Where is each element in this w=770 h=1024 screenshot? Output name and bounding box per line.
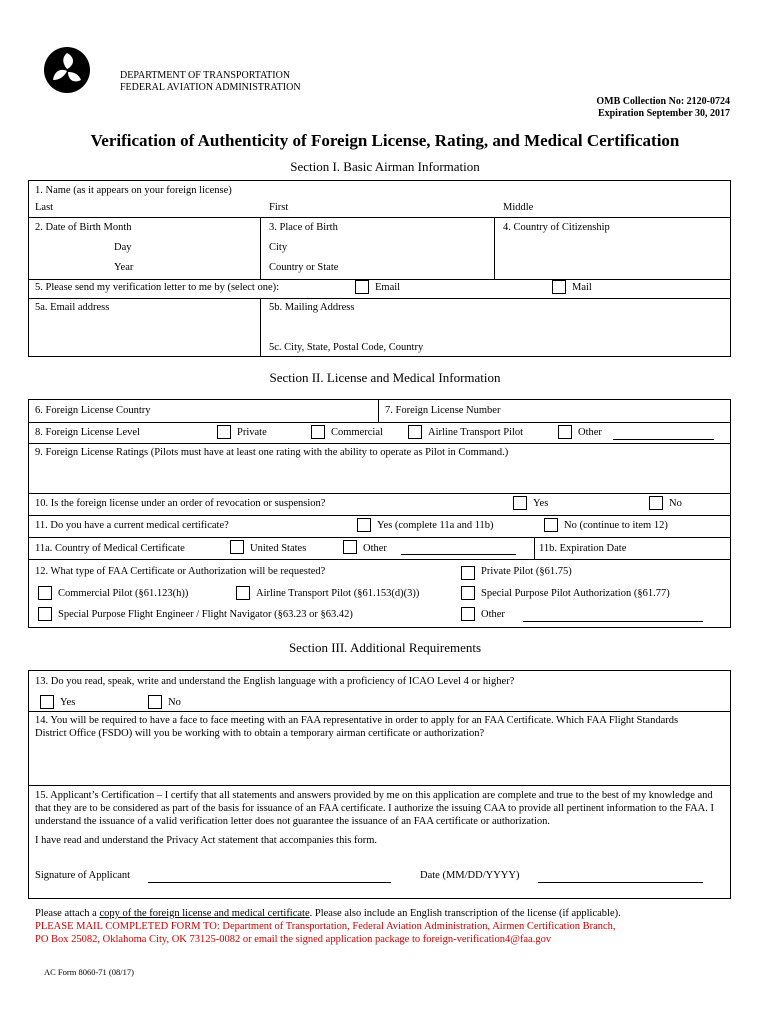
q10-label: 10. Is the foreign license under an order of revocation or suspension? [35, 498, 326, 509]
flight-engineer-checkbox[interactable] [38, 607, 52, 621]
q5-label: 5. Please send my verification letter to me by (select one): [35, 282, 280, 293]
mail-option-label: Mail [572, 282, 592, 293]
dot-logo-icon [44, 47, 90, 93]
medical-other-label: Other [363, 543, 387, 554]
q12-label: 12. What type of FAA Certificate or Authorization will be requested? [35, 566, 326, 577]
foreign-license-country-field[interactable]: 6. Foreign License Country [35, 405, 151, 416]
q11a-label: 11a. Country of Medical Certificate [35, 543, 185, 554]
medical-yes-label: Yes (complete 11a and 11b) [377, 520, 494, 531]
dob-day-field[interactable]: Day [114, 242, 132, 253]
us-checkbox[interactable] [230, 540, 244, 554]
place-of-birth-label: 3. Place of Birth [269, 222, 338, 233]
section-3-heading: Section III. Additional Requirements [288, 640, 482, 655]
commercial-pilot-label: Commercial Pilot (§61.123(h)) [58, 588, 189, 599]
citizenship-field[interactable]: 4. Country of Citizenship [503, 222, 610, 233]
date-input[interactable] [538, 882, 703, 883]
commercial-pilot-checkbox[interactable] [38, 586, 52, 600]
birth-city-field[interactable]: City [269, 242, 288, 253]
form-id: AC Form 8060-71 (08/17) [44, 967, 134, 977]
signature-label: Signature of Applicant [35, 870, 131, 881]
section-3-box [28, 670, 731, 899]
commercial-label: Commercial [331, 427, 383, 438]
other-cert-input[interactable] [523, 621, 703, 622]
english-yes-label: Yes [60, 697, 76, 708]
email-address-field[interactable]: 5a. Email address [35, 302, 110, 313]
english-no-label: No [168, 697, 181, 708]
private-label: Private [237, 427, 267, 438]
date-label: Date (MM/DD/YYYY) [420, 870, 520, 881]
section-1-box [28, 180, 731, 357]
expiration-date-field[interactable]: 11b. Expiration Date [539, 543, 627, 554]
section-2-box [28, 399, 731, 628]
q13-label: 13. Do you read, speak, write and understand the English language with a proficiency of ICAO Level 4 or higher? [35, 676, 515, 687]
section-2-heading: Section II. License and Medical Information [269, 370, 501, 385]
section-1-heading: Section I. Basic Airman Information [290, 159, 480, 174]
medical-other-input[interactable] [401, 554, 516, 555]
revocation-no-label: No [669, 498, 682, 509]
atp-checkbox[interactable] [408, 425, 422, 439]
revocation-no-checkbox[interactable] [649, 496, 663, 510]
q8-label: 8. Foreign License Level [35, 427, 140, 438]
other-cert-checkbox[interactable] [461, 607, 475, 621]
fsdo-field[interactable]: 14. You will be required to have a face to face meeting with an FAA representative in order to apply for an FAA Certificate. Which FAA Flight Standards District Office (FSDO) will you be working with to obtain a temporary airman certificate or authorization? [35, 715, 679, 739]
medical-yes-checkbox[interactable] [357, 518, 371, 532]
atp-cert-label: Airline Transport Pilot (§61.153(d)(3)) [256, 588, 420, 599]
other-level-checkbox[interactable] [558, 425, 572, 439]
omb-info: OMB Collection No: 2120-0724 Expiration September 30, 2017 [596, 96, 730, 119]
atp-cert-checkbox[interactable] [236, 586, 250, 600]
us-label: United States [250, 543, 307, 554]
private-checkbox[interactable] [217, 425, 231, 439]
q11-label: 11. Do you have a current medical certificate? [35, 520, 229, 531]
special-purpose-pilot-label: Special Purpose Pilot Authorization (§61.77) [481, 588, 670, 599]
revocation-yes-checkbox[interactable] [513, 496, 527, 510]
dob-year-field[interactable]: Year [114, 262, 134, 273]
middle-name-field[interactable]: Middle [503, 202, 534, 213]
city-state-postal-field[interactable]: 5c. City, State, Postal Code, Country [269, 342, 424, 353]
ratings-field[interactable]: 9. Foreign License Ratings (Pilots must have at least one rating with the ability to operate as Pilot in Command.) [35, 447, 509, 458]
other-level-input[interactable] [613, 439, 714, 440]
attach-copy-link: copy of the foreign license and medical certificate [99, 908, 310, 919]
foreign-license-number-field[interactable]: 7. Foreign License Number [385, 405, 501, 416]
attach-instruction: Please attach a copy of the foreign license and medical certificate. Please also include an English transcription of the license (if applicable). [35, 908, 621, 919]
department-name: DEPARTMENT OF TRANSPORTATION FEDERAL AVIATION ADMINISTRATION [120, 70, 301, 93]
signature-input[interactable] [148, 882, 391, 883]
other-cert-label: Other [481, 609, 505, 620]
commercial-checkbox[interactable] [311, 425, 325, 439]
english-no-checkbox[interactable] [148, 695, 162, 709]
last-name-field[interactable]: Last [35, 202, 54, 213]
mail-checkbox[interactable] [552, 280, 566, 294]
private-pilot-label: Private Pilot (§61.75) [481, 566, 572, 577]
privacy-statement: I have read and understand the Privacy Act statement that accompanies this form. [35, 835, 378, 846]
mailing-address-field[interactable]: 5b. Mailing Address [269, 302, 355, 313]
flight-engineer-label: Special Purpose Flight Engineer / Flight Navigator (§63.23 or §63.42) [58, 609, 353, 620]
birth-country-field[interactable]: Country or State [269, 262, 339, 273]
private-pilot-checkbox[interactable] [461, 566, 475, 580]
mail-instruction-line1: PLEASE MAIL COMPLETED FORM TO: Department of Transportation, Federal Aviation Administration, Airmen Certification Branch, [35, 921, 616, 932]
email-checkbox[interactable] [355, 280, 369, 294]
mail-instruction-line2: PO Box 25082, Oklahoma City, OK 73125-0082 or email the signed application package to foreign-verification4@faa.gov [35, 934, 552, 945]
form-title: Verification of Authenticity of Foreign License, Rating, and Medical Certification [90, 131, 680, 150]
email-option-label: Email [375, 282, 401, 293]
special-purpose-pilot-checkbox[interactable] [461, 586, 475, 600]
english-yes-checkbox[interactable] [40, 695, 54, 709]
medical-no-checkbox[interactable] [544, 518, 558, 532]
other-level-label: Other [578, 427, 602, 438]
atp-label: Airline Transport Pilot [428, 427, 524, 438]
first-name-field[interactable]: First [269, 202, 289, 213]
medical-other-checkbox[interactable] [343, 540, 357, 554]
medical-no-label: No (continue to item 12) [564, 520, 668, 531]
q1-label: 1. Name (as it appears on your foreign license) [35, 185, 232, 196]
dob-month-field[interactable]: 2. Date of Birth Month [35, 222, 132, 233]
revocation-yes-label: Yes [533, 498, 549, 509]
certification-text: 15. Applicant’s Certification – I certify that all statements and answers provided by me on this application are complete and true to the best of my knowledge and that they are to be considered as part of the basis for issuance of an FAA certificate. I authorize the issuing CAA to provide all pertinent information to the FAA. I understand the issuance of a valid verification letter does not guarantee the issuance of an FAA certificate or authorization. [35, 790, 715, 827]
